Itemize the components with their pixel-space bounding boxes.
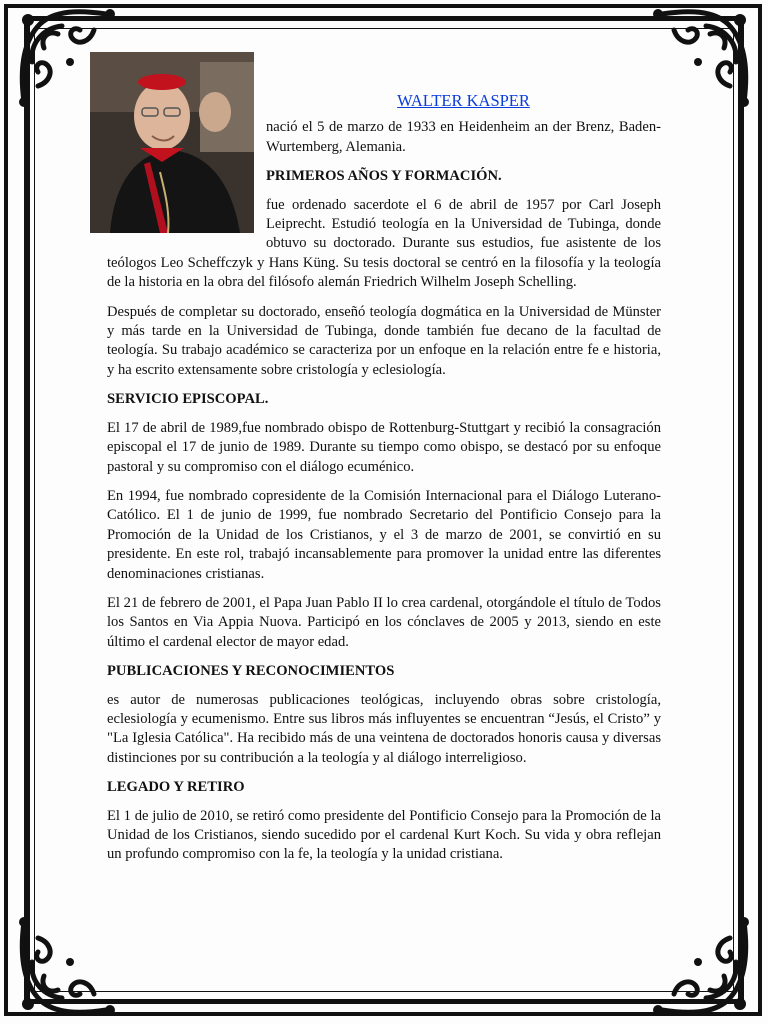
document-body <box>107 44 661 875</box>
portrait-photo <box>90 52 254 233</box>
section-heading: PRIMEROS AÑOS Y FORMACIÓN. <box>266 168 502 185</box>
section-heading: SERVICIO EPISCOPAL. <box>107 391 269 408</box>
section-paragraph: Después de completar su doctorado, enseñó teología dogmática en la Universidad de Münster y más tarde en la Universidad de Tubinga, donde también fue decano de la facultad de teología. Su trabajo académico se caracteriza por un enfoque en la relación entre fe e historia, y ha escrito extensamente sobre cristología y eclesiología. <box>107 303 661 378</box>
section-paragraph: fue ordenado sacerdote el 6 de abril de 1957 por Carl Joseph Leiprecht. Estudió teología en la Universidad de Tubinga, donde obtuvo su doctorado. Durante sus estudios, fue asistente de los teólogos Leo Scheffczyk y Hans Küng. Su tesis doctoral se centró en la filosofía y la teología de la historia en la obra del filósofo alemán Friedrich Wilhelm Joseph Schelling. <box>107 196 661 291</box>
section-paragraph: El 21 de febrero de 2001, el Papa Juan Pablo II lo crea cardenal, otorgándole el título de Todos los Santos en Via Appia Nuova. Participó en los cónclaves de 2005 y 2013, siendo en este último el cardenal elector de mayor edad. <box>107 594 661 650</box>
corner-ornament-icon <box>10 912 120 1022</box>
page-title: WALTER KASPER <box>397 91 530 110</box>
section-paragraph: es autor de numerosas publicaciones teológicas, incluyendo obras sobre cristología, eclesiología y ecumenismo. Entre sus libros más influyentes se encuentran “Jesús, el Cristo” y "La Iglesia Católica". Ha recibido más de una veintena de doctorados honoris causa y diversas distinciones por su contribución a la teología y al diálogo interreligioso. <box>107 691 661 766</box>
section-heading: LEGADO Y RETIRO <box>107 779 245 796</box>
section-heading: PUBLICACIONES Y RECONOCIMIENTOS <box>107 663 395 680</box>
corner-ornament-icon <box>648 912 758 1022</box>
section-paragraph: El 17 de abril de 1989,fue nombrado obispo de Rottenburg-Stuttgart y recibió la consagración episcopal el 17 de junio de 1989. Durante su tiempo como obispo, se destacó por su enfoque pastoral y su compromiso con el diálogo ecuménico. <box>107 419 661 475</box>
portrait-photo-icon <box>90 52 254 233</box>
section-paragraph: En 1994, fue nombrado copresidente de la Comisión Internacional para el Diálogo Luterano-Católico. El 1 de junio de 1999, fue nombrado Secretario del Pontificio Consejo para la Promoción de la Unidad de los Cristianos, y el 3 de marzo de 2001, se convirtió en su presidente. En este rol, trabajó incansablemente para promover la unidad entre las diferentes denominaciones cristianas. <box>107 487 661 582</box>
section-paragraph: El 1 de julio de 2010, se retiró como presidente del Pontificio Consejo para la Promoción de la Unidad de los Cristianos, siendo sucedido por el cardenal Kurt Koch. Su vida y obra reflejan un profundo compromiso con la fe, la teología y la unidad cristiana. <box>107 807 661 863</box>
corner-ornament-icon <box>648 2 758 112</box>
intro-paragraph: nació el 5 de marzo de 1933 en Heidenheim an der Brenz, Baden-Wurtemberg, Alemania. <box>266 119 661 155</box>
